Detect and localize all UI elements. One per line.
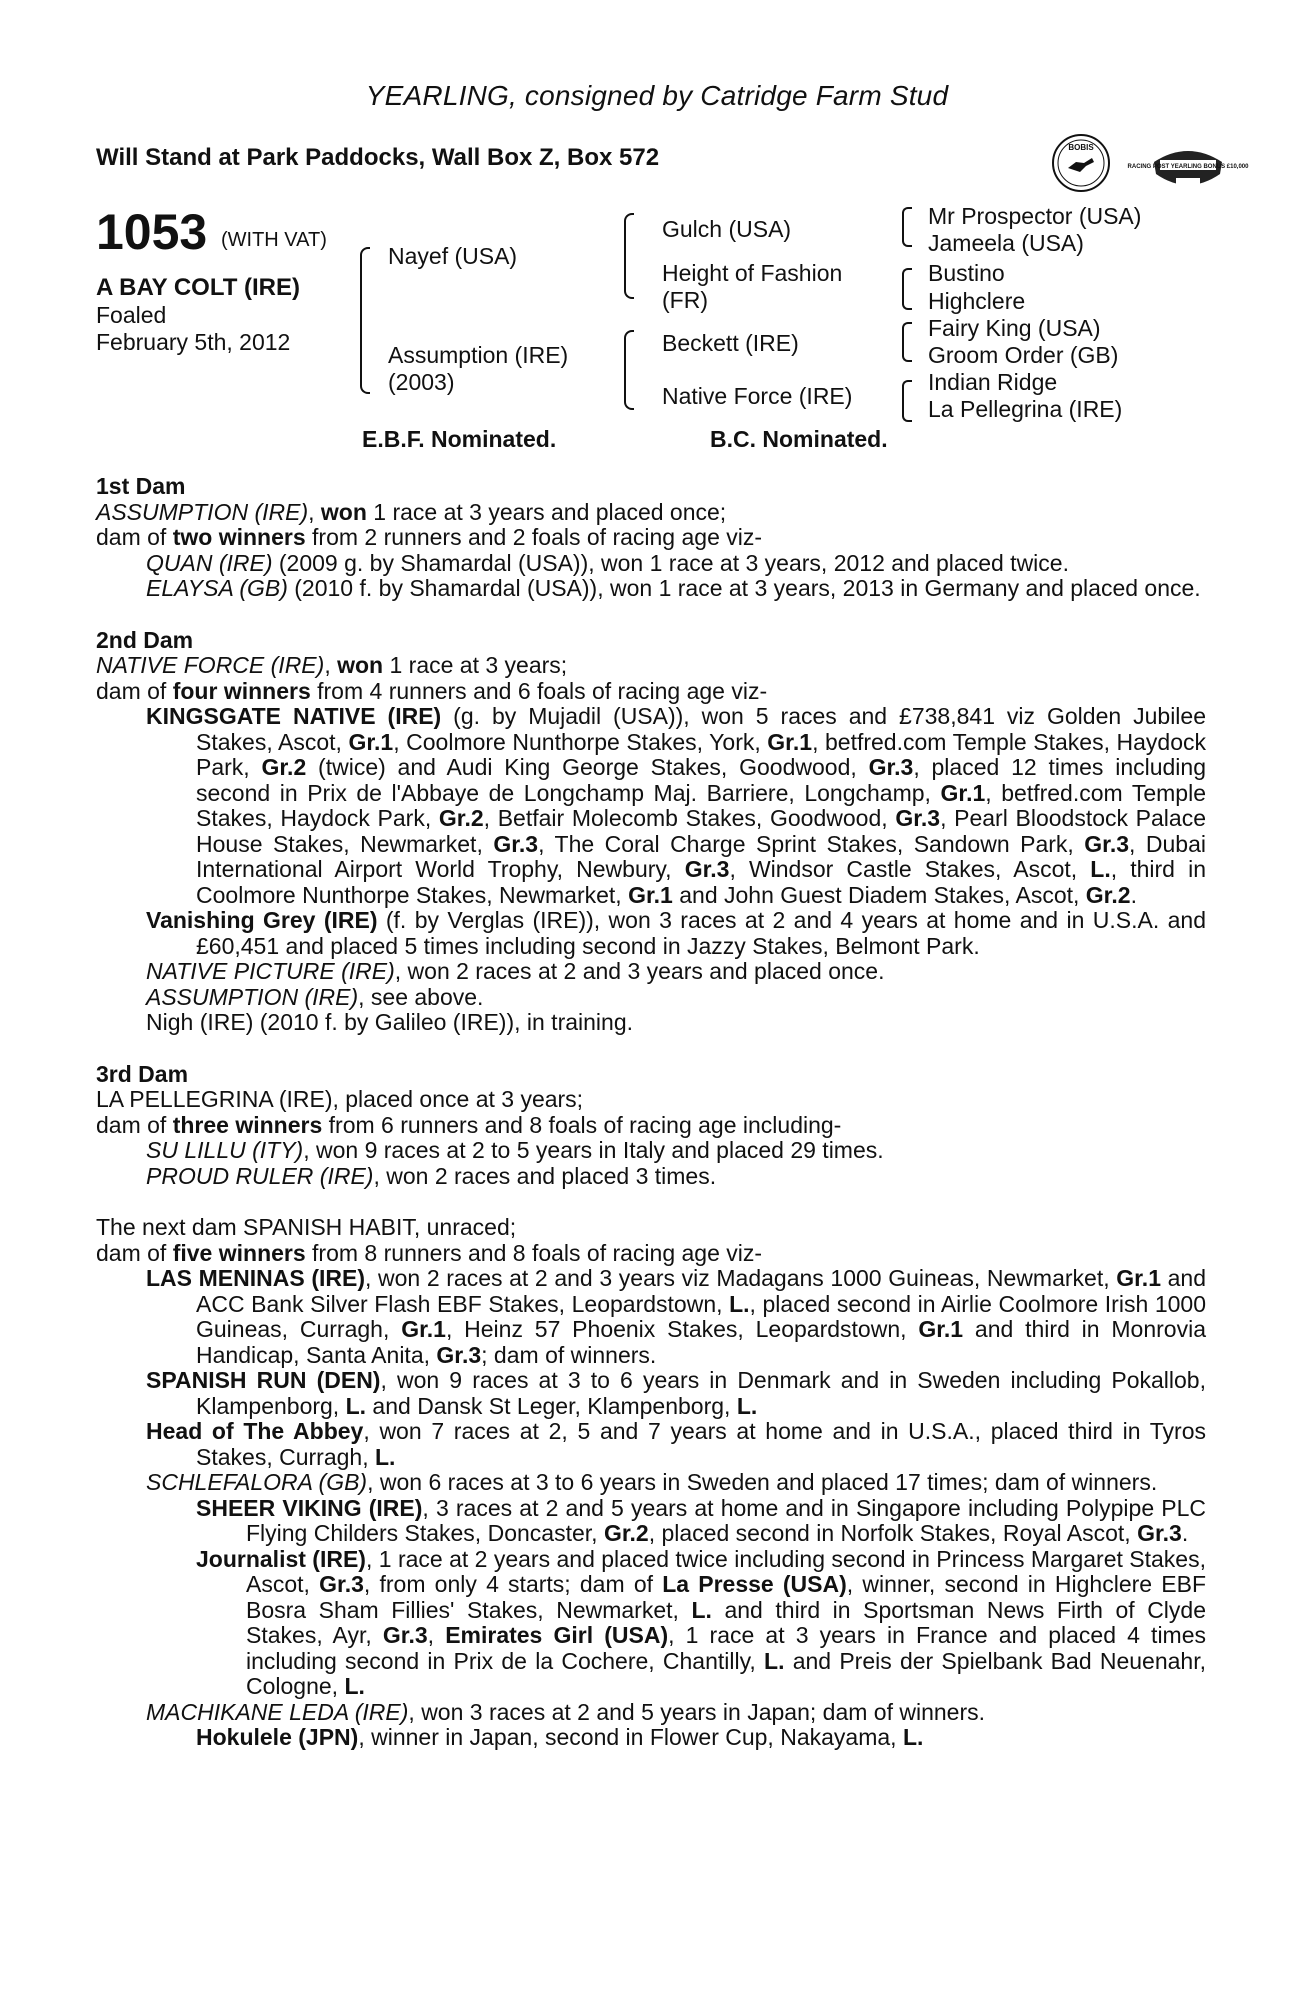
pedigree-sire-dam-line1: Height of Fashion — [662, 260, 843, 286]
produce-text: (twice) and Audi King George Stakes, Goodwood, — [306, 754, 869, 780]
grade-label: Gr.2 — [1085, 881, 1131, 908]
produce-item-hokulele — [96, 1725, 1206, 1751]
produce-item-sheer-viking — [96, 1496, 1206, 1547]
grade-label: Gr.1 — [628, 881, 673, 908]
pedigree-dds: Indian Ridge — [928, 369, 1058, 395]
pedigree-brace-sire — [624, 213, 634, 299]
produce-name: ELAYSA (GB) — [146, 575, 288, 601]
produce-text: (f. by Verglas (IRE)), won 3 races at 2 and 4 years at home and in U.S.A. and £60,451 and placed 5 times including second in Jazzy Stakes, Belmont Park. — [196, 907, 1206, 959]
listed-label: L. — [1090, 856, 1111, 882]
produce-text: , winner in Japan, second in Flower Cup, Nakayama, — [358, 1724, 903, 1750]
produce-item — [96, 1138, 1206, 1164]
produce-text: , won 9 races at 2 to 5 years in Italy and placed 29 times. — [303, 1137, 884, 1163]
produce-text: , won 7 races at 2, 5 and 7 years at home and in U.S.A., placed third in Tyros Stakes, Curragh, — [196, 1418, 1207, 1470]
pedigree-brace-gen1 — [360, 247, 370, 394]
listed-label: L. — [902, 1724, 924, 1750]
produce-text: , won 2 races at 2 and 3 years viz Madagans 1000 Guineas, Newmarket, — [364, 1265, 1117, 1291]
grade-label: Gr.2 — [438, 805, 484, 831]
pedigree-dam — [388, 342, 568, 396]
produce-text: , won 2 races at 2 and 3 years and placed once. — [394, 958, 885, 984]
produce-item-las-meninas — [96, 1266, 1206, 1368]
second-dam-summary — [96, 679, 1206, 705]
winners-count: five winners — [172, 1239, 306, 1266]
produce-item — [96, 959, 1206, 985]
produce-text: , placed 12 times including second in Prix de l'Abbaye de Longchamp Maj. Barriere, Longchamp, — [196, 754, 1206, 806]
grade-label: Gr.3 — [895, 805, 941, 831]
foaled-date: February 5th, 2012 — [96, 329, 291, 355]
produce-item-vanishing-grey — [96, 908, 1206, 959]
produce-name: La Presse (USA) — [662, 1571, 847, 1597]
second-dam-name: NATIVE FORCE (IRE) — [96, 652, 325, 678]
pedigree-dam-year: (2003) — [388, 369, 455, 395]
grade-label: Gr.3 — [684, 856, 730, 882]
produce-text: , — [427, 1622, 446, 1648]
dam-of-text: dam of — [96, 677, 173, 704]
produce-item-head-of-the-abbey — [96, 1419, 1206, 1470]
pedigree-dam-name: Assumption (IRE) — [388, 342, 569, 368]
second-dam-record: NATIVE FORCE (IRE), won 1 race at 3 years; — [96, 652, 568, 678]
listed-label: L. — [374, 1443, 396, 1470]
produce-text: (2010 f. by Shamardal (USA)), won 1 race at 3 years, 2013 in Germany and placed once. — [287, 575, 1201, 601]
produce-text: , won 2 races and placed 3 times. — [373, 1162, 717, 1189]
dam-of-text: dam of — [96, 1239, 173, 1266]
bobis-badge-text: BOBIS — [1068, 143, 1094, 152]
produce-text: and third in Monrovia Handicap, Santa Anita, — [196, 1316, 1206, 1368]
produce-text: , Coolmore Nunthorpe Stakes, York, — [393, 728, 768, 755]
produce-name: NATIVE PICTURE (IRE) — [146, 958, 395, 984]
dam-of-post: from 8 runners and 8 foals of racing age viz- — [305, 1239, 763, 1266]
winners-count: four winners — [172, 677, 311, 704]
grade-label: Gr.1 — [918, 1316, 964, 1342]
produce-name: Vanishing Grey (IRE) — [146, 907, 378, 933]
produce-text: and Dansk St Leger, Klampenborg, — [366, 1392, 737, 1419]
produce-name: Emirates Girl (USA) — [445, 1622, 669, 1648]
grade-label: Gr.3 — [436, 1341, 482, 1368]
produce-name: Head of The Abbey — [146, 1418, 364, 1444]
produce-item-spanish-run — [96, 1368, 1206, 1419]
second-dam-record-text: 1 race at 3 years; — [383, 652, 568, 678]
first-dam-record-text: 1 race at 3 years and placed once; — [366, 498, 727, 525]
ebf-nominated: E.B.F. Nominated. — [362, 426, 557, 452]
produce-name: MACHIKANE LEDA (IRE) — [146, 1698, 409, 1725]
winners-count: two winners — [172, 524, 306, 550]
grade-label: Gr.3 — [493, 830, 539, 857]
produce-text: , betfred.com Temple Stakes, Haydock Park, — [196, 779, 1206, 831]
page-title: YEARLING, consigned by Catridge Farm Stud — [365, 80, 949, 111]
pedigree-brace-beckett — [902, 322, 912, 362]
produce-text: , won 9 races at 3 to 6 years in Denmark and in Sweden including Pokallob, Klampenborg, — [196, 1367, 1206, 1419]
listed-label: L. — [344, 1673, 365, 1699]
pedigree-dsd: Groom Order (GB) — [928, 342, 1119, 368]
produce-name: ASSUMPTION (IRE) — [146, 983, 359, 1010]
listed-label: L. — [729, 1290, 750, 1317]
racing-post-bonus-badge-icon — [1127, 140, 1249, 196]
pedigree-brace-dam — [624, 330, 634, 410]
won-label: won — [337, 652, 384, 678]
pedigree-dam-dam: Native Force (IRE) — [662, 383, 853, 409]
grade-label: Gr.3 — [1084, 830, 1130, 857]
produce-text: , betfred.com Temple Stakes, Haydock Park, — [196, 728, 1206, 780]
grade-label: Gr.1 — [940, 779, 986, 806]
second-dam-heading: 2nd Dam — [96, 626, 194, 653]
pedigree-dam-sire: Beckett (IRE) — [662, 330, 799, 356]
dam-of-post: from 6 runners and 8 foals of racing age including- — [322, 1111, 842, 1138]
produce-record — [96, 474, 1206, 1751]
dam-of-post: from 4 runners and 6 foals of racing age viz- — [310, 677, 768, 704]
produce-text: . — [1130, 881, 1137, 908]
produce-item-schlefalora — [96, 1470, 1206, 1496]
produce-text: , Heinz 57 Phoenix Stakes, Leopardstown, — [445, 1316, 919, 1342]
produce-text: , 1 race at 3 years in France and placed 4 times including second in Prix de la Cochere, Chantilly, — [246, 1622, 1207, 1674]
grade-label: Gr.1 — [401, 1316, 446, 1342]
pedigree-ssd: Jameela (USA) — [928, 230, 1084, 256]
pedigree-sdd: Highclere — [928, 288, 1026, 314]
produce-text: (2009 g. by Shamardal (USA)), won 1 race at 3 years, 2012 and placed twice. — [272, 549, 1069, 576]
produce-name: SCHLEFALORA (GB) — [146, 1469, 368, 1495]
produce-name: SPANISH RUN (DEN) — [146, 1367, 381, 1393]
produce-name: KINGSGATE NATIVE (IRE) — [146, 703, 442, 729]
produce-text: (g. by Mujadil (USA)), won 5 races and £738,841 viz Golden Jubilee Stakes, Ascot, — [196, 703, 1207, 755]
grade-label: Gr.3 — [1137, 1520, 1182, 1546]
produce-text: , The Coral Charge Sprint Stakes, Sandown Park, — [538, 830, 1085, 857]
pedigree-sire-dam-line2: (FR) — [662, 287, 708, 313]
produce-text: , from only 4 starts; dam of — [363, 1571, 663, 1597]
produce-item — [96, 985, 1206, 1011]
grade-label: Gr.1 — [767, 728, 813, 755]
third-dam-intro: LA PELLEGRINA (IRE), placed once at 3 years; — [96, 1086, 584, 1112]
third-dam-summary — [96, 1113, 1206, 1139]
bc-nominated: B.C. Nominated. — [710, 426, 888, 452]
grade-label: Gr.3 — [868, 754, 914, 780]
produce-text: , placed second in Norfolk Stakes, Royal Ascot, — [648, 1520, 1138, 1546]
produce-item — [96, 551, 1206, 577]
first-dam-heading: 1st Dam — [96, 473, 186, 499]
produce-item-journalist — [96, 1547, 1206, 1700]
grade-label: Gr.2 — [603, 1520, 649, 1546]
pedigree-brace-height — [902, 268, 912, 310]
grade-label: Gr.2 — [261, 754, 307, 780]
produce-text: , winner, second in Highclere EBF Bosra Sham Fillies' Stakes, Newmarket, — [246, 1571, 1206, 1623]
pedigree-sire: Nayef (USA) — [388, 243, 518, 269]
produce-text: . — [1181, 1520, 1189, 1546]
produce-text: , Pearl Bloodstock Palace House Stakes, Newmarket, — [196, 805, 1206, 857]
dam-of-text: dam of — [96, 524, 173, 550]
pedigree-sire-sire: Gulch (USA) — [662, 216, 792, 242]
produce-name: Hokulele (JPN) — [196, 1724, 359, 1750]
produce-text: , Windsor Castle Stakes, Ascot, — [729, 856, 1091, 882]
first-dam-name: ASSUMPTION (IRE) — [96, 498, 309, 525]
grade-label: Gr.1 — [348, 728, 394, 755]
produce-text: , see above. — [358, 983, 484, 1010]
produce-text: , third in Coolmore Nunthorpe Stakes, Newmarket, — [196, 856, 1206, 908]
foaled-label: Foaled — [96, 302, 167, 328]
third-dam-heading: 3rd Dam — [96, 1060, 189, 1087]
grade-label: Gr.1 — [1116, 1265, 1161, 1291]
produce-name: PROUD RULER (IRE) — [146, 1162, 374, 1189]
produce-name: SU LILLU (ITY) — [146, 1137, 304, 1163]
produce-text: and third in Sportsman News Firth of Clyde Stakes, Ayr, — [246, 1596, 1207, 1648]
foaled-info — [96, 302, 290, 356]
pedigree-brace-native — [902, 380, 912, 422]
dam-of-post: from 2 runners and 2 foals of racing age viz- — [305, 524, 763, 550]
listed-label: L. — [691, 1596, 712, 1623]
produce-text: , 3 races at 2 and 5 years at home and in Singapore including Polypipe PLC Flying Childers Stakes, Doncaster, — [246, 1494, 1206, 1546]
produce-text: , placed second in Airlie Coolmore Irish 1000 Guineas, Curragh, — [196, 1290, 1206, 1342]
bobis-badge-icon — [1050, 132, 1112, 194]
horse-description: A BAY COLT (IRE) — [96, 274, 301, 301]
produce-item-kingsgate — [96, 704, 1206, 908]
produce-text: , Dubai International Airport World Trophy, Newbury, — [196, 830, 1206, 882]
pedigree-sire-dam — [662, 260, 842, 314]
listed-label: L. — [764, 1647, 785, 1674]
produce-name: LAS MENINAS (IRE) — [146, 1265, 365, 1291]
racing-post-badge-text: RACING POST YEARLING BONUS £10,000 — [1127, 164, 1249, 170]
produce-item — [96, 1164, 1206, 1190]
produce-text: , Betfair Molecomb Stakes, Goodwood, — [483, 805, 896, 831]
pedigree-sss: Mr Prospector (USA) — [928, 203, 1142, 229]
produce-text: , 1 race at 2 years and placed twice including second in Princess Margaret Stakes, Ascot, — [246, 1545, 1206, 1597]
produce-name: SHEER VIKING (IRE) — [196, 1494, 423, 1521]
produce-text: ; dam of winners. — [481, 1341, 657, 1368]
pedigree-dss: Fairy King (USA) — [928, 315, 1101, 341]
vat-note: (WITH VAT) — [221, 229, 327, 251]
first-dam-record: ASSUMPTION (IRE), won 1 race at 3 years and placed once; — [96, 498, 727, 525]
produce-text: and Preis der Spielbank Bad Neuenahr, Cologne, — [246, 1647, 1206, 1699]
dam-of-text: dam of — [96, 1111, 173, 1138]
next-dam-summary — [96, 1241, 1206, 1267]
produce-text: , won 6 races at 3 to 6 years in Sweden and placed 17 times; dam of winners. — [367, 1469, 1158, 1495]
next-dam-intro: The next dam SPANISH HABIT, unraced; — [96, 1214, 517, 1240]
grade-label: Gr.3 — [319, 1571, 364, 1597]
first-dam-summary — [96, 525, 1206, 551]
pedigree-brace-gulch — [902, 207, 912, 247]
listed-label: L. — [345, 1392, 367, 1419]
produce-item: Nigh (IRE) (2010 f. by Galileo (IRE)), in training. — [146, 1009, 634, 1035]
produce-text: and ACC Bank Silver Flash EBF Stakes, Leopardstown, — [196, 1265, 1207, 1317]
won-label: won — [320, 498, 367, 525]
produce-name: Journalist (IRE) — [196, 1545, 366, 1572]
produce-item — [96, 576, 1206, 602]
produce-text: , won 3 races at 2 and 5 years in Japan; dam of winners. — [408, 1698, 986, 1725]
pedigree-sds: Bustino — [928, 260, 1005, 286]
produce-text: and John Guest Diadem Stakes, Ascot, — [672, 881, 1086, 908]
listed-label: L. — [736, 1392, 758, 1419]
pedigree-ddd: La Pellegrina (IRE) — [928, 396, 1123, 422]
lot-number: 1053 — [96, 204, 208, 260]
produce-name: QUAN (IRE) — [146, 549, 273, 576]
grade-label: Gr.3 — [382, 1622, 428, 1648]
produce-item-machikane-leda — [96, 1700, 1206, 1726]
winners-count: three winners — [172, 1111, 323, 1138]
stand-location: Will Stand at Park Paddocks, Wall Box Z, Box 572 — [96, 144, 660, 171]
